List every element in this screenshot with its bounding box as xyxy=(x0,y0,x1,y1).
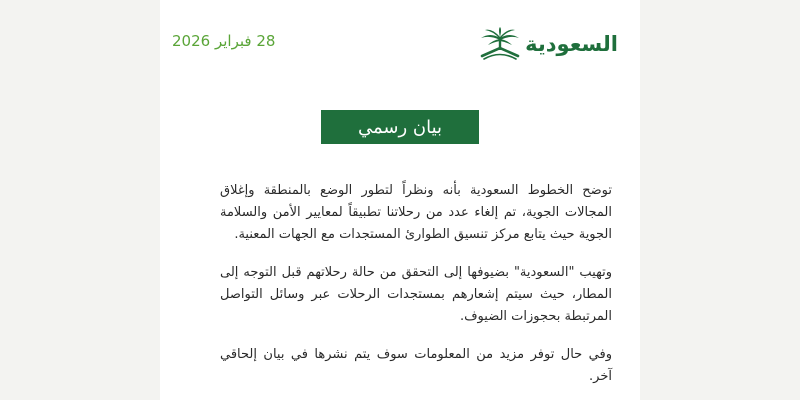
statement-date: 28 فبراير 2026 xyxy=(172,32,276,50)
title-banner xyxy=(321,110,479,144)
statement-page xyxy=(160,0,640,400)
statement-paragraph: وتهيب "السعودية" بضيوفها إلى التحقق من حالة رحلاتهم قبل التوجه إلى المطار، حيث سيتم إشعارهم بمستجدات الرحلات عبر وسائل التواصل المرتبطة بحجوزات الضيوف. xyxy=(220,265,612,324)
page-title: بيان رسمي xyxy=(357,116,443,138)
header xyxy=(160,0,640,80)
statement-body xyxy=(220,180,612,388)
saudia-palm-swords-emblem-icon xyxy=(479,26,521,62)
saudia-logo xyxy=(479,24,618,64)
logo-wordmark: السعودية xyxy=(525,32,618,56)
statement-paragraph: وفي حال توفر مزيد من المعلومات سوف يتم نشرها في بيان إلحاقي آخر. xyxy=(220,347,612,384)
statement-paragraph: توضح الخطوط السعودية بأنه ونظراً لتطور الوضع بالمنطقة وإغلاق المجالات الجوية، تم إلغاء عدد من رحلاتنا تطبيقاً لمعايير الأمن والسلامة الجوية حيث يتابع مركز تنسيق الطوارئ المستجدات مع الجهات المعنية. xyxy=(220,183,612,242)
